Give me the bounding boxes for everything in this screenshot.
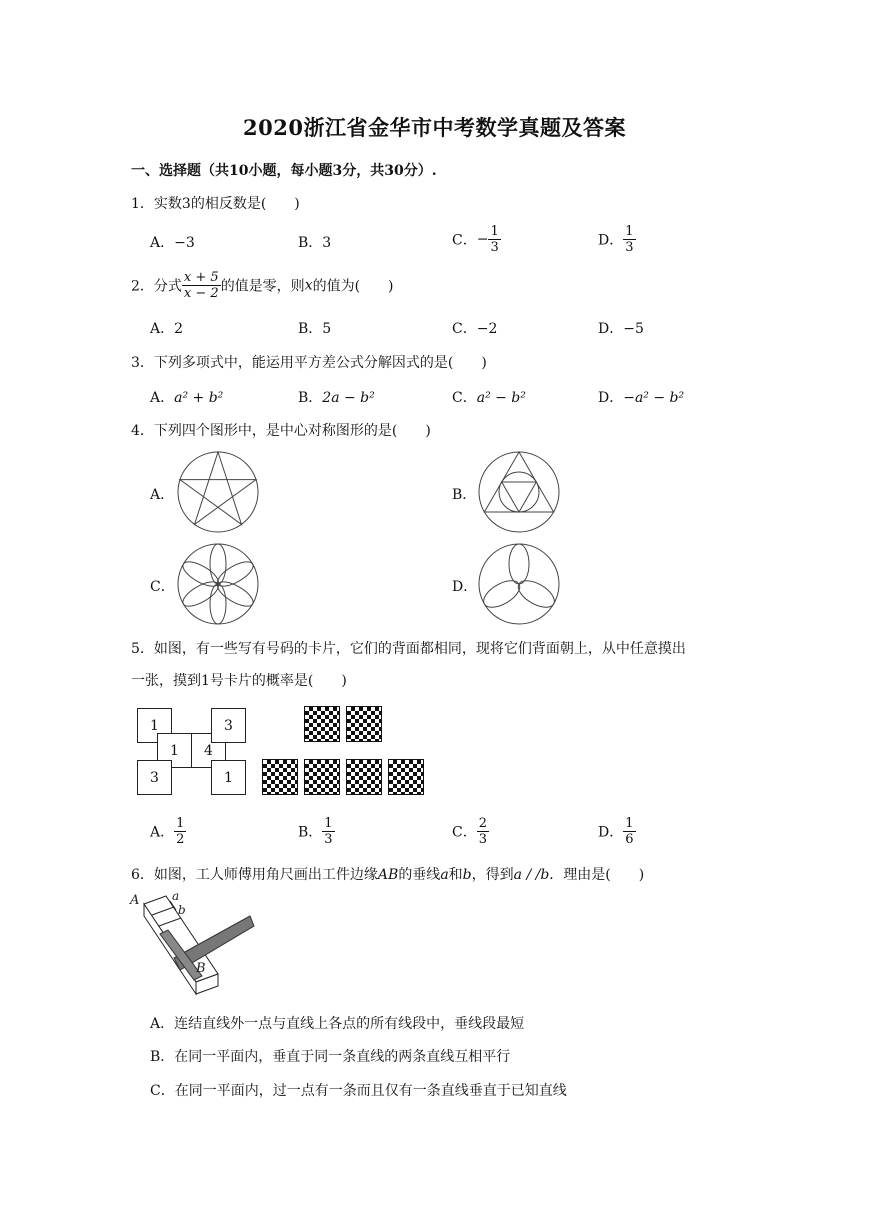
star-circle-figure [176,450,260,534]
q4-label-b: B． [452,487,477,503]
card-back [304,759,340,795]
triangle-circle-figure [477,450,561,534]
q6-option-b: B．在同一平面内，垂直于同一条直线的两条直线互相平行 [150,1049,511,1065]
q1-option-d: D． $\frac{1}{3}$ [598,224,634,255]
page-title: 2020浙江省金华市中考数学真题及答案 [243,115,626,140]
q4-label-c: C． [150,579,175,595]
card-back [262,759,298,795]
q5-stem-line2: 一张，摸到1号卡片的概率是( ) [131,673,347,689]
q5-option-c: C． $\frac{2}{3}$ [452,816,487,847]
q1-option-b: B．3 [298,235,332,251]
section-heading: 一、选择题（共10小题，每小题3分，共30分）. [131,163,437,179]
q4-stem: 4．下列四个图形中，是中心对称图形的是( ) [131,423,431,439]
q4-label-a: A． [150,487,175,503]
square-ruler-figure [128,890,258,1000]
fig-label-a: a [172,890,180,903]
card-back [346,706,382,742]
q3-option-d: D．−a² − b² [598,390,685,406]
card-back [346,759,382,795]
q5-option-d: D． $\frac{1}{6}$ [598,816,634,847]
q3-option-a: A．a² + b² [150,390,224,406]
q3-option-c: C．a² − b² [452,390,526,406]
fig-label-b: b [178,903,186,917]
q2-option-b: B．5 [298,321,332,337]
card-back [304,706,340,742]
fig-label-B: B [196,961,206,976]
number-card: 4 [191,733,226,768]
q5-stem-line1: 5．如图，有一些写有号码的卡片，它们的背面都相同，现将它们背面朝上，从中任意摸出 [131,641,686,657]
q3-stem: 3．下列多项式中，能运用平方差公式分解因式的是( ) [131,355,487,371]
q1-option-a: A．−3 [150,235,195,251]
number-card: 3 [137,760,172,795]
q3-option-b: B．2a − b² [298,390,375,406]
q2-option-a: A．2 [150,321,184,337]
q4-label-d: D． [452,579,478,595]
number-card: 1 [211,760,246,795]
q6-option-a: A．连结直线外一点与直线上各点的所有线段中，垂线段最短 [150,1016,525,1032]
q2-option-d: D．−5 [598,321,644,337]
number-card: 3 [211,708,246,743]
flower-circle-figure [176,542,260,626]
three-petal-circle-figure [477,542,561,626]
q2-option-c: C．−2 [452,321,498,337]
fig-label-A: A [130,893,140,908]
q6-stem: 6．如图，工人师傅用角尺画出工件边缘AB的垂线a和b，得到a / /b．理由是( ) [131,867,645,883]
q1-option-c: C．− $\frac{1}{3}$ [452,224,499,255]
q6-option-c: C．在同一平面内，过一点有一条而且仅有一条直线垂直于已知直线 [150,1083,567,1099]
q2-stem: 2．分式 $\frac{x + 5}{x - 2}$ 的值是零，则x的值为( ) [131,270,394,301]
card-back [388,759,424,795]
number-card: 1 [157,733,192,768]
number-card: 1 [137,708,172,743]
q5-option-b: B． $\frac{1}{3}$ [298,816,333,847]
q1-stem: 1．实数3的相反数是( ) [131,196,300,212]
q5-option-a: A． $\frac{1}{2}$ [150,816,185,847]
